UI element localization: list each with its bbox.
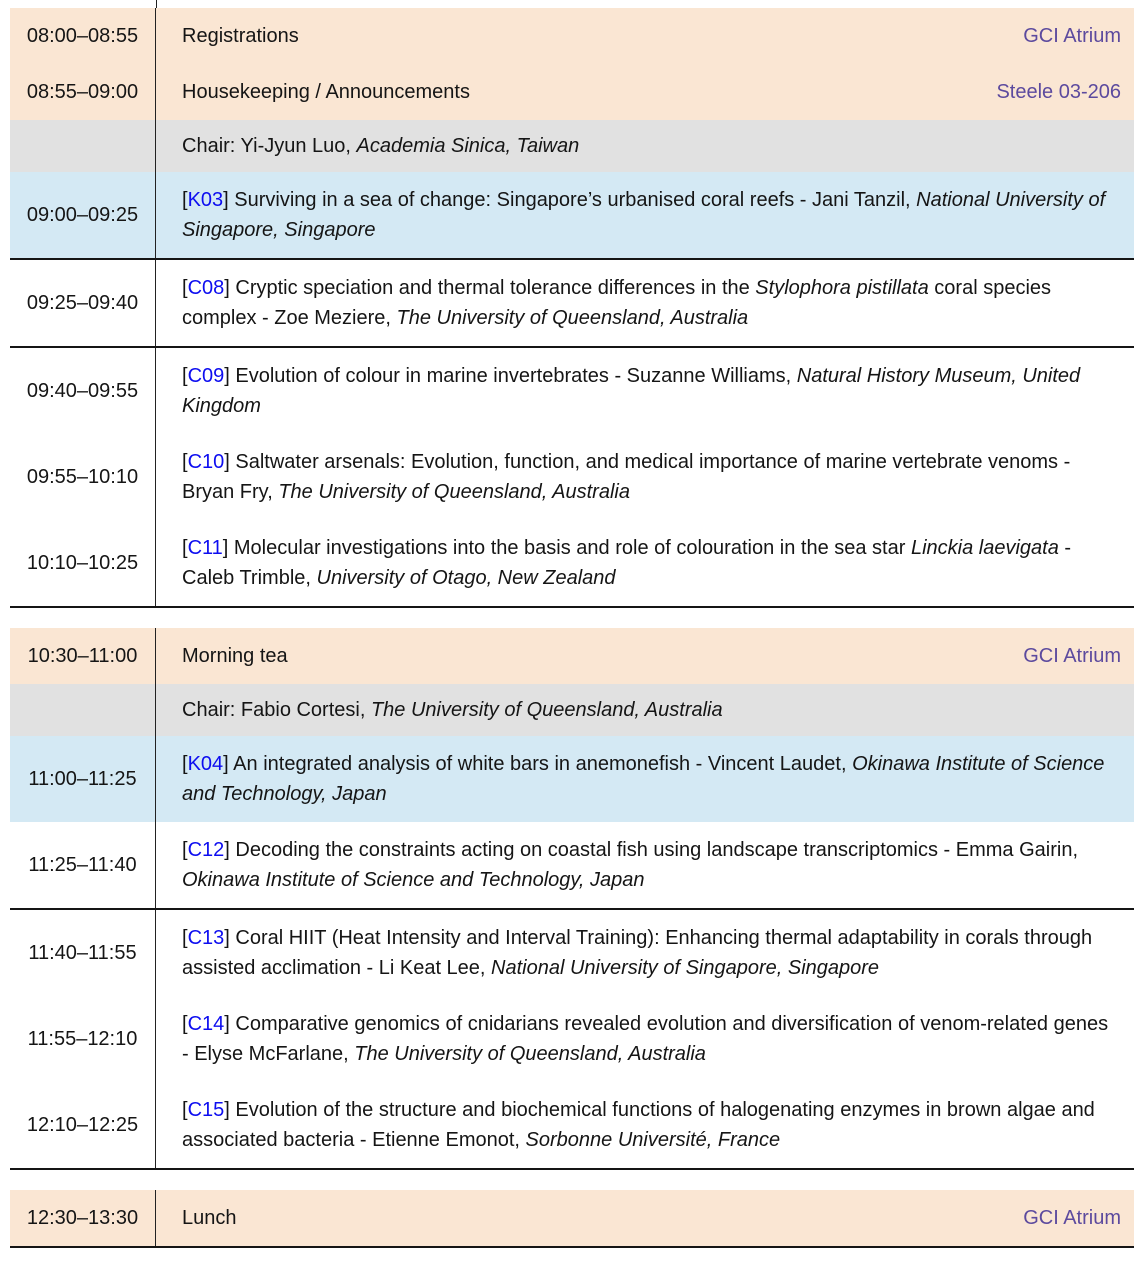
schedule-row-c15 [10,1082,1134,1168]
time-range: 12:10–12:25 [26,1113,139,1136]
location-link[interactable]: GCI Atrium [1023,1207,1121,1229]
time-range: 12:30–13:30 [26,1206,139,1229]
session-ref [182,537,228,559]
bracket-close: ] [223,753,229,775]
bracket-close: ] [224,1099,230,1121]
session-code[interactable]: C08 [187,277,225,299]
session-ref [182,927,230,949]
schedule-row-c08 [10,260,1134,348]
schedule-row-break [10,628,1134,684]
italic-text: National University of Singapore, Singapore [182,189,1106,241]
schedule-row-chair [10,684,1134,736]
bracket-close: ] [224,277,230,299]
session-ref [182,1099,230,1121]
plain-text: An integrated analysis of white bars in anemonefish - Vincent Laudet, [228,753,853,775]
plain-text: Chair: Yi-Jyun Luo, [182,135,357,157]
schedule-row-c10 [10,434,1134,520]
bracket-close: ] [224,927,230,949]
time-range: 09:55–10:10 [26,465,139,488]
location-link[interactable]: GCI Atrium [1023,645,1121,667]
time-cell [10,910,156,996]
bracket-open: [ [182,365,188,387]
session-ref [182,277,230,299]
session-code[interactable]: K04 [187,753,224,775]
time-cell [10,996,156,1082]
content-cell [156,1190,1134,1246]
bracket-open: [ [182,1013,188,1035]
bracket-close: ] [224,839,230,861]
bracket-close: ] [224,365,230,387]
schedule [10,8,1134,1248]
session-code[interactable]: C12 [187,839,225,861]
break-title: Morning tea [182,645,288,667]
schedule-row-k04 [10,736,1134,822]
italic-text: The University of Queensland, Australia [396,307,749,329]
break-title: Registrations [182,25,299,47]
plain-text: - Caleb Trimble, [182,537,1072,589]
plain-text: Molecular investigations into the basis and role of colouration in the sea star [228,537,911,559]
italic-text: University of Otago, New Zealand [316,567,616,589]
time-range: 11:55–12:10 [27,1027,138,1050]
plain-text: Cryptic speciation and thermal tolerance differences in the [229,277,756,299]
italic-text: Academia Sinica, Taiwan [356,135,580,157]
content-cell [156,64,1134,120]
talk-entry [182,749,1117,809]
time-range: 08:00–08:55 [26,24,139,47]
content-cell [156,736,1134,822]
bracket-open: [ [182,451,188,473]
plain-text: Evolution of colour in marine invertebrates - Suzanne Williams, [229,365,797,387]
time-range: 10:10–10:25 [26,551,139,574]
bracket-open: [ [182,189,188,211]
bracket-open: [ [182,839,188,861]
schedule-row-break [10,64,1134,120]
italic-text: National University of Singapore, Singapore [491,957,880,979]
talk-entry [182,533,1117,593]
session-code[interactable]: K03 [187,189,224,211]
time-cell [10,1082,156,1168]
time-cell [10,348,156,434]
bracket-close: ] [224,451,230,473]
italic-text: Linckia laevigata [910,537,1059,559]
session-code[interactable]: C10 [187,451,225,473]
bracket-open: [ [182,753,188,775]
bracket-open: [ [182,1099,188,1121]
bracket-open: [ [182,537,188,559]
time-range: 11:40–11:55 [28,941,137,964]
time-cell [10,736,156,822]
schedule-row-c12 [10,822,1134,910]
bracket-open: [ [182,277,188,299]
bracket-close: ] [224,1013,230,1035]
content-cell [156,996,1134,1082]
schedule-row-c14 [10,996,1134,1082]
session-ref [182,451,230,473]
plain-text: Decoding the constraints acting on coastal fish using landscape transcriptomics - Emma Gairin, [229,839,1079,861]
chair-note [182,131,579,161]
break-title: Lunch [182,1207,237,1229]
bracket-close: ] [223,189,229,211]
time-cell [10,520,156,606]
italic-text: Okinawa Institute of Science and Technology, Japan [182,753,1105,805]
content-cell [156,822,1134,908]
plain-text: coral species complex - Zoe Meziere, [182,277,1052,329]
session-ref [182,189,229,211]
talk-entry [182,185,1117,245]
break-title: Housekeeping / Announcements [182,81,470,103]
schedule-row-c13 [10,910,1134,996]
session-code[interactable]: C09 [187,365,225,387]
plain-text: Coral HIIT (Heat Intensity and Interval Training): Enhancing thermal adaptability in corals through assisted acclimation - Li Keat Lee, [182,927,1093,979]
time-cell [10,684,156,736]
schedule-row-k03 [10,172,1134,260]
italic-text: The University of Queensland, Australia [354,1043,706,1065]
session-ref [182,753,229,775]
plain-text: Comparative genomics of cnidarians revealed evolution and diversification of venom-related genes - Elyse McFarlane, [182,1013,1109,1065]
time-cell [10,8,156,64]
schedule-row-break [10,8,1134,64]
time-cell [10,260,156,346]
italic-text: Okinawa Institute of Science and Technology, Japan [182,869,645,891]
talk-entry [182,273,1117,333]
schedule-row-break [10,1190,1134,1246]
time-cell [10,120,156,172]
time-range: 11:25–11:40 [28,853,137,876]
time-range: 10:30–11:00 [27,644,138,667]
session-ref [182,1013,230,1035]
time-range: 09:25–09:40 [26,291,139,314]
content-cell [156,348,1134,434]
talk-entry [182,1095,1117,1155]
schedule-row-c09 [10,348,1134,434]
time-cell [10,172,156,258]
talk-entry [182,835,1117,895]
content-cell [156,434,1134,520]
session-ref [182,839,230,861]
time-cell [10,628,156,684]
column-divider-stub [10,0,157,8]
content-cell [156,628,1134,684]
italic-text: Sorbonne Université, France [525,1129,781,1151]
plain-text: Chair: Fabio Cortesi, [182,699,371,721]
time-cell [10,434,156,520]
session-code[interactable]: C15 [187,1099,225,1121]
time-cell [10,822,156,908]
time-range: 09:00–09:25 [26,203,139,226]
bracket-open: [ [182,927,188,949]
time-range: 09:40–09:55 [26,379,139,402]
session-code[interactable]: C13 [187,927,225,949]
schedule-block [10,1190,1134,1248]
time-range: 08:55–09:00 [26,80,139,103]
session-code[interactable]: C14 [187,1013,225,1035]
italic-text: The University of Queensland, Australia [370,699,723,721]
italic-text: Stylophora pistillata [755,277,929,299]
plain-text: Evolution of the structure and biochemical functions of halogenating enzymes in brown algae and associated bacteria - Etienne Emonot, [182,1099,1095,1151]
location-link[interactable]: Steele 03-206 [996,81,1121,103]
time-cell [10,64,156,120]
session-ref [182,365,230,387]
italic-text: The University of Queensland, Australia [278,481,630,503]
talk-entry [182,447,1117,507]
content-cell [156,910,1134,996]
content-cell [156,260,1134,346]
session-code[interactable]: C11 [187,537,223,559]
time-cell [10,1190,156,1246]
plain-text: Surviving in a sea of change: Singapore’s urbanised coral reefs - Jani Tanzil, [228,189,917,211]
schedule-row-c11 [10,520,1134,606]
content-cell [156,1082,1134,1168]
italic-text: Natural History Museum, United Kingdom [182,365,1081,417]
content-cell [156,684,1134,736]
chair-note [182,695,723,725]
schedule-row-chair [10,120,1134,172]
content-cell [156,172,1134,258]
schedule-block [10,628,1134,1170]
talk-entry [182,361,1117,421]
talk-entry [182,1009,1117,1069]
content-cell [156,8,1134,64]
content-cell [156,520,1134,606]
location-link[interactable]: GCI Atrium [1023,25,1121,47]
content-cell [156,120,1134,172]
time-range: 11:00–11:25 [28,767,137,790]
schedule-block [10,8,1134,608]
talk-entry [182,923,1117,983]
bracket-close: ] [222,537,229,559]
plain-text: Saltwater arsenals: Evolution, function, and medical importance of marine vertebrate venoms - Bryan Fry, [182,451,1071,503]
